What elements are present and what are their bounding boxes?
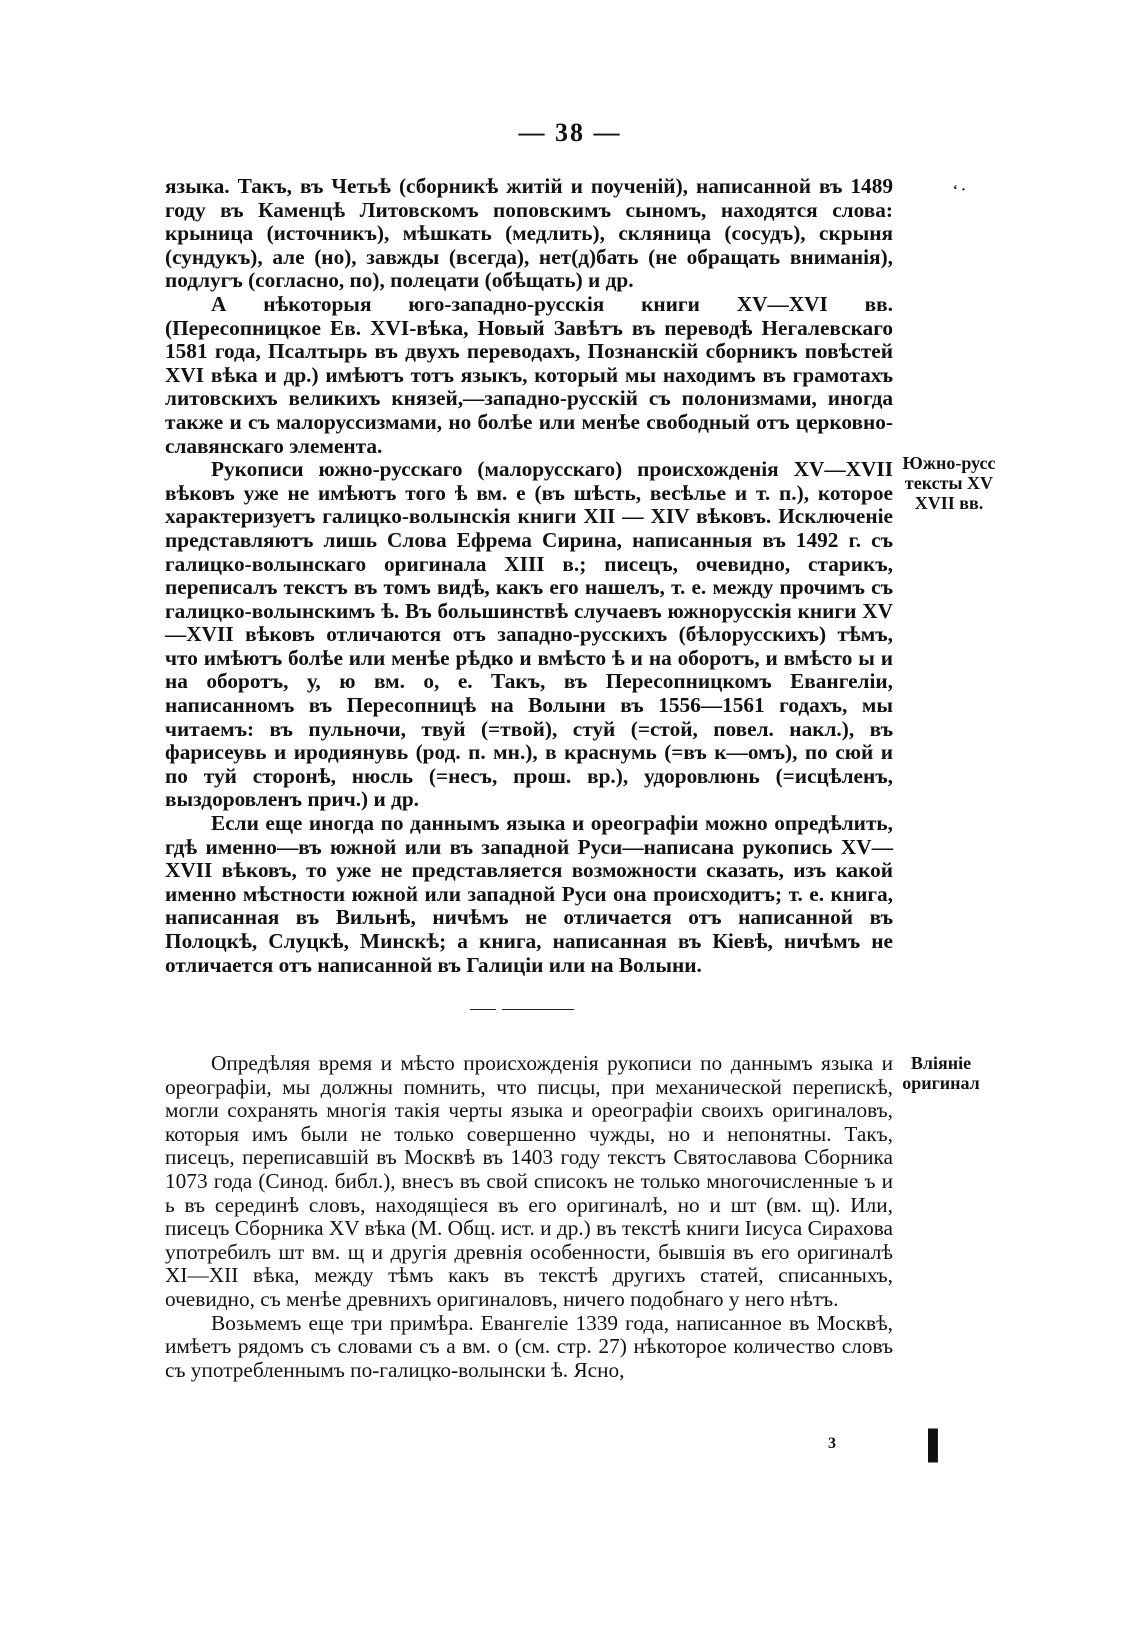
text-section-1	[165, 175, 893, 977]
paragraph: языка. Такъ, въ Четьѣ (сборникѣ житій и поученій), написанной въ 1489 году въ Каменцѣ Литовскомъ поповскимъ сыномъ, находятся слова: крыница (источникъ), мѣшкать (медлить), скляница (сосудъ), скрыня (сундукъ), але (но), завжды (всегда), нет(д)бать (не обращать вниманія), подлугъ (согласно, по), полецати (обѣщать) и др.	[165, 174, 893, 293]
paragraph: Рукописи южно-русскаго (малорусскаго) происхожденія XV—XVII вѣковъ уже не имѣютъ того ѣ вм. е (въ шѣсть, весѣлье и т. п.), которое характеризуетъ галицко-волынскія книги XII — XIV вѣковъ. Исключеніе представляютъ лишь Слова Ефрема Сирина, написанныя въ 1492 г. съ галицко-волынскаго оригинала XIII в.; писецъ, очевидно, старикъ, переписалъ текстъ въ томъ видѣ, какъ его нашелъ, т. е. между прочимъ съ галицко-волынскимъ ѣ. Въ большинствѣ случаевъ южнорусскія книги XV—XVII вѣковъ отличаются отъ западно-русскихъ (бѣлорусскихъ) тѣмъ, что имѣютъ болѣе или менѣе рѣдко и вмѣсто ѣ и на оборотъ, и вмѣсто ы и на оборотъ, у, ю вм. о, е. Такъ, въ Пересопницкомъ Евангеліи, написанномъ въ Пересопницѣ на Волыни въ 1556—1561 годахъ, мы читаемъ: въ пульночи, твуй (=твой), стуй (=стой, повел. накл.), въ фарисеувь и иродиянувь (род. п. мн.), в краснумь (=въ к—омъ), по сюй и по туй сторонѣ, нюсль (=несъ, прош. вр.), удоровлюнь (=исцѣленъ, выздоровленъ прич.) и др.	[165, 457, 893, 812]
margin-note-south-russian-texts: Южно-русс тексты XV XVII вв.	[902, 453, 996, 513]
print-speck: ʻ ·	[953, 183, 966, 198]
text-section-2	[165, 1052, 893, 1382]
paragraph: Опредѣляя время и мѣсто происхожденія рукописи по даннымъ языка и ореографіи, мы должны помнить, что писцы, при механической перепискѣ, могли сохранять многія такія черты языка и ореографіи своихъ оригиналовъ, которыя имъ были не только совершенно чужды, но и непонятны. Такъ, писецъ, переписавшій въ Москвѣ въ 1403 году текстъ Святославова Сборника 1073 года (Синод. библ.), внесъ въ свой списокъ не только многочисленные ъ и ь въ серединѣ словъ, находящіеся въ его оригиналѣ, но и шт (вм. щ). Или, писецъ Сборника XV вѣка (М. Общ. ист. и др.) въ текстѣ книги Іисуса Сирахова употребилъ шт вм. щ и другія древнія особенности, бывшія въ его оригиналѣ XI—XII вѣка, между тѣмъ какъ въ текстѣ другихъ статей, списанныхъ, очевидно, съ менѣе древнихъ оригиналовъ, ничего подобнаго у него нѣтъ.	[165, 1051, 893, 1311]
page-header: — 38 —	[518, 118, 622, 147]
margin-note-influence-of-original: Вліяніе оригинал	[902, 1053, 980, 1093]
section-divider-right	[502, 1009, 574, 1010]
section-divider-left	[470, 1009, 496, 1010]
signature-mark: 3	[828, 1435, 836, 1452]
paragraph: Возьмемъ еще три примѣра. Евангеліе 1339 года, написанное въ Москвѣ, имѣетъ рядомъ съ словами съ а вм. о (см. стр. 27) нѣкоторое количество словъ съ употребленнымъ по-галицко-волынски ѣ. Ясно,	[165, 1310, 893, 1382]
ink-blot: ▌	[928, 1430, 948, 1461]
paragraph: А нѣкоторыя юго-западно-русскія книги XV—XVI вв. (Пересопницкое Ев. XVI-вѣка, Новый Завѣтъ въ переводѣ Негалевскаго 1581 года, Псалтырь въ двухъ переводахъ, Познанскій сборникъ повѣстей XVI вѣка и др.) имѣютъ тотъ языкъ, который мы находимъ въ грамотахъ литовскихъ великихъ князей,—западно-русскій съ полонизмами, иногда также и съ малоруссизмами, но болѣе или менѣе свободный отъ церковно-славянскаго элемента.	[165, 291, 893, 458]
paragraph: Если еще иногда по даннымъ языка и ореографіи можно опредѣлить, гдѣ именно—въ южной или въ западной Руси—написана рукопись XV—XVII вѣковъ, то уже не представляется возможности сказать, изъ какой именно мѣстности южной или западной Руси она происходитъ; т. е. книга, написанная въ Вильнѣ, ничѣмъ не отличается отъ написанной въ Полоцкѣ, Слуцкѣ, Минскѣ; а книга, написанная въ Кіевѣ, ничѣмъ не отличается отъ написанной въ Галиціи или на Волыни.	[165, 811, 893, 977]
